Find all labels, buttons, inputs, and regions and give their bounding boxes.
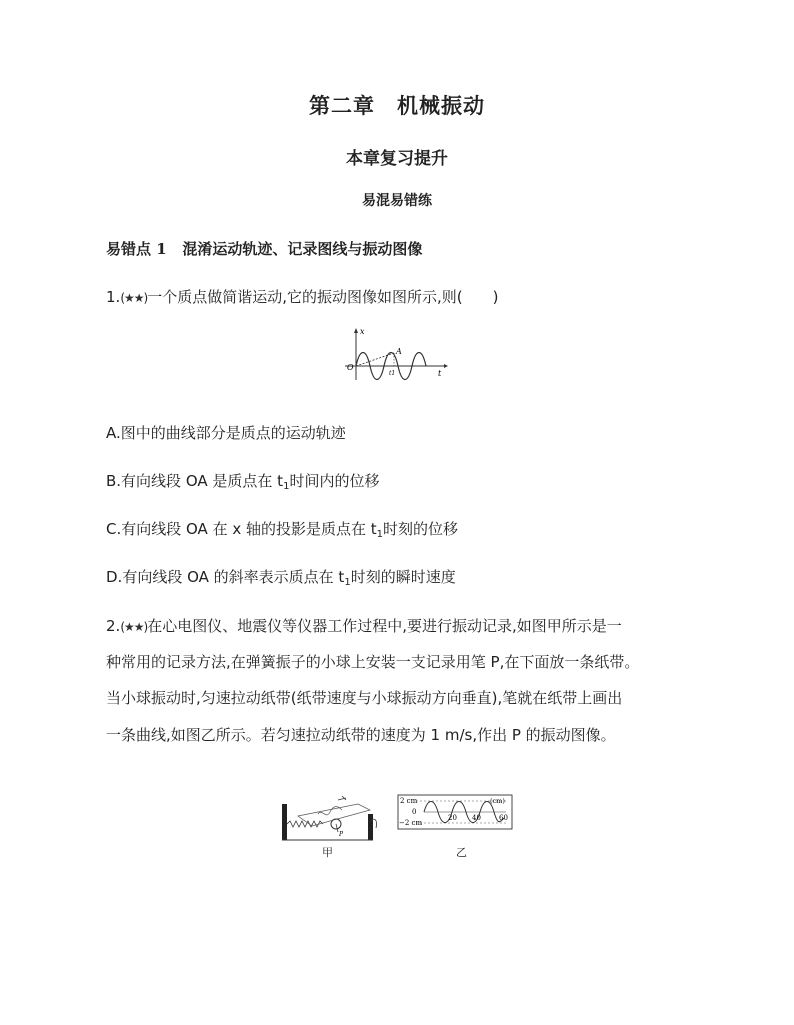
option-d-tail: 时刻的瞬时速度 xyxy=(350,568,456,586)
figure-yi-paper-record xyxy=(396,792,516,832)
right-wall xyxy=(368,814,373,840)
question-2-line-1 xyxy=(106,615,622,636)
hand-icon xyxy=(338,796,346,800)
chapter-title xyxy=(0,90,794,120)
y-zero-label: 0 xyxy=(412,808,417,816)
question-2-text-1: 在心电图仪、地震仪等仪器工作过程中,要进行振动记录,如图甲所示是一 xyxy=(147,617,622,635)
difficulty-stars-icon: ★★ xyxy=(124,291,144,305)
y-top-label: 2 cm xyxy=(400,797,418,805)
question-2-line-3: 当小球振动时,匀速拉动纸带(纸带速度与小球振动方向垂直),笔就在纸带上画出 xyxy=(106,689,623,707)
tick-label-60: 60 xyxy=(499,814,508,822)
question-2-line-4: 一条曲线,如图乙所示。若匀速拉动纸带的速度为 1 m/s,作出 P 的振动图像。 xyxy=(106,726,616,744)
option-c xyxy=(106,518,458,540)
figure-yi-caption: 乙 xyxy=(456,846,467,859)
option-c-tail: 时刻的位移 xyxy=(383,520,459,538)
t-axis-label: t xyxy=(438,369,442,378)
question-1-stem xyxy=(106,286,498,307)
vibration-graph-figure xyxy=(340,326,450,384)
tick-label-40: 40 xyxy=(472,814,481,822)
question-1-text: 一个质点做简谐运动,它的振动图像如图所示,则( ) xyxy=(147,288,499,306)
chapter-name: 机械振动 xyxy=(397,93,485,118)
pen-icon xyxy=(336,824,338,832)
point-a-label: A xyxy=(396,347,402,356)
x-axis-arrow-icon xyxy=(354,328,358,333)
option-b-tail: 时间内的位移 xyxy=(289,472,380,490)
question-1-number: 1. xyxy=(106,288,121,306)
y-bottom-label: −2 cm xyxy=(399,819,423,827)
difficulty-stars-icon: ★★ xyxy=(124,620,144,634)
t1-label: t1 xyxy=(389,370,396,377)
subsection-title: 易混易错练 xyxy=(362,193,432,209)
option-d-text: D.有向线段 OA 的斜率表示质点在 t xyxy=(106,568,345,586)
question-2-number: 2. xyxy=(106,617,121,635)
option-d xyxy=(106,566,456,588)
option-b-text: B.有向线段 OA 是质点在 t xyxy=(106,472,284,490)
difficulty-badge: (★★) xyxy=(120,620,148,634)
chapter-number: 第二章 xyxy=(309,93,375,118)
error-point-label: 易错点 1 xyxy=(106,240,167,258)
question-2-line-2: 种常用的记录方法,在弹簧振子的小球上安装一支记录用笔 P,在下面放一条纸带。 xyxy=(106,653,640,671)
origin-label: O xyxy=(347,363,354,372)
pen-label: P xyxy=(339,831,344,838)
option-c-text: C.有向线段 OA 在 x 轴的投影是质点在 t xyxy=(106,520,377,538)
option-b xyxy=(106,470,379,492)
section-title: 本章复习提升 xyxy=(346,149,448,169)
t-axis-arrow-icon xyxy=(444,364,448,368)
error-point-heading xyxy=(106,238,422,259)
error-point-title: 混淆运动轨迹、记录图线与振动图像 xyxy=(182,240,423,258)
figure-jia-spring-oscillator xyxy=(278,786,382,844)
spring-icon xyxy=(287,821,323,827)
option-b-subscript: 1 xyxy=(283,481,290,492)
figure-jia-caption: 甲 xyxy=(322,846,333,859)
option-a: A.图中的曲线部分是质点的运动轨迹 xyxy=(106,424,346,442)
difficulty-badge: (★★) xyxy=(120,291,148,305)
option-d-subscript: 1 xyxy=(344,577,351,588)
tick-label-20: 20 xyxy=(448,814,457,822)
option-c-subscript: 1 xyxy=(376,529,384,540)
left-wall xyxy=(282,804,287,840)
unit-label: (cm) xyxy=(490,797,505,805)
x-axis-label: x xyxy=(360,327,365,336)
